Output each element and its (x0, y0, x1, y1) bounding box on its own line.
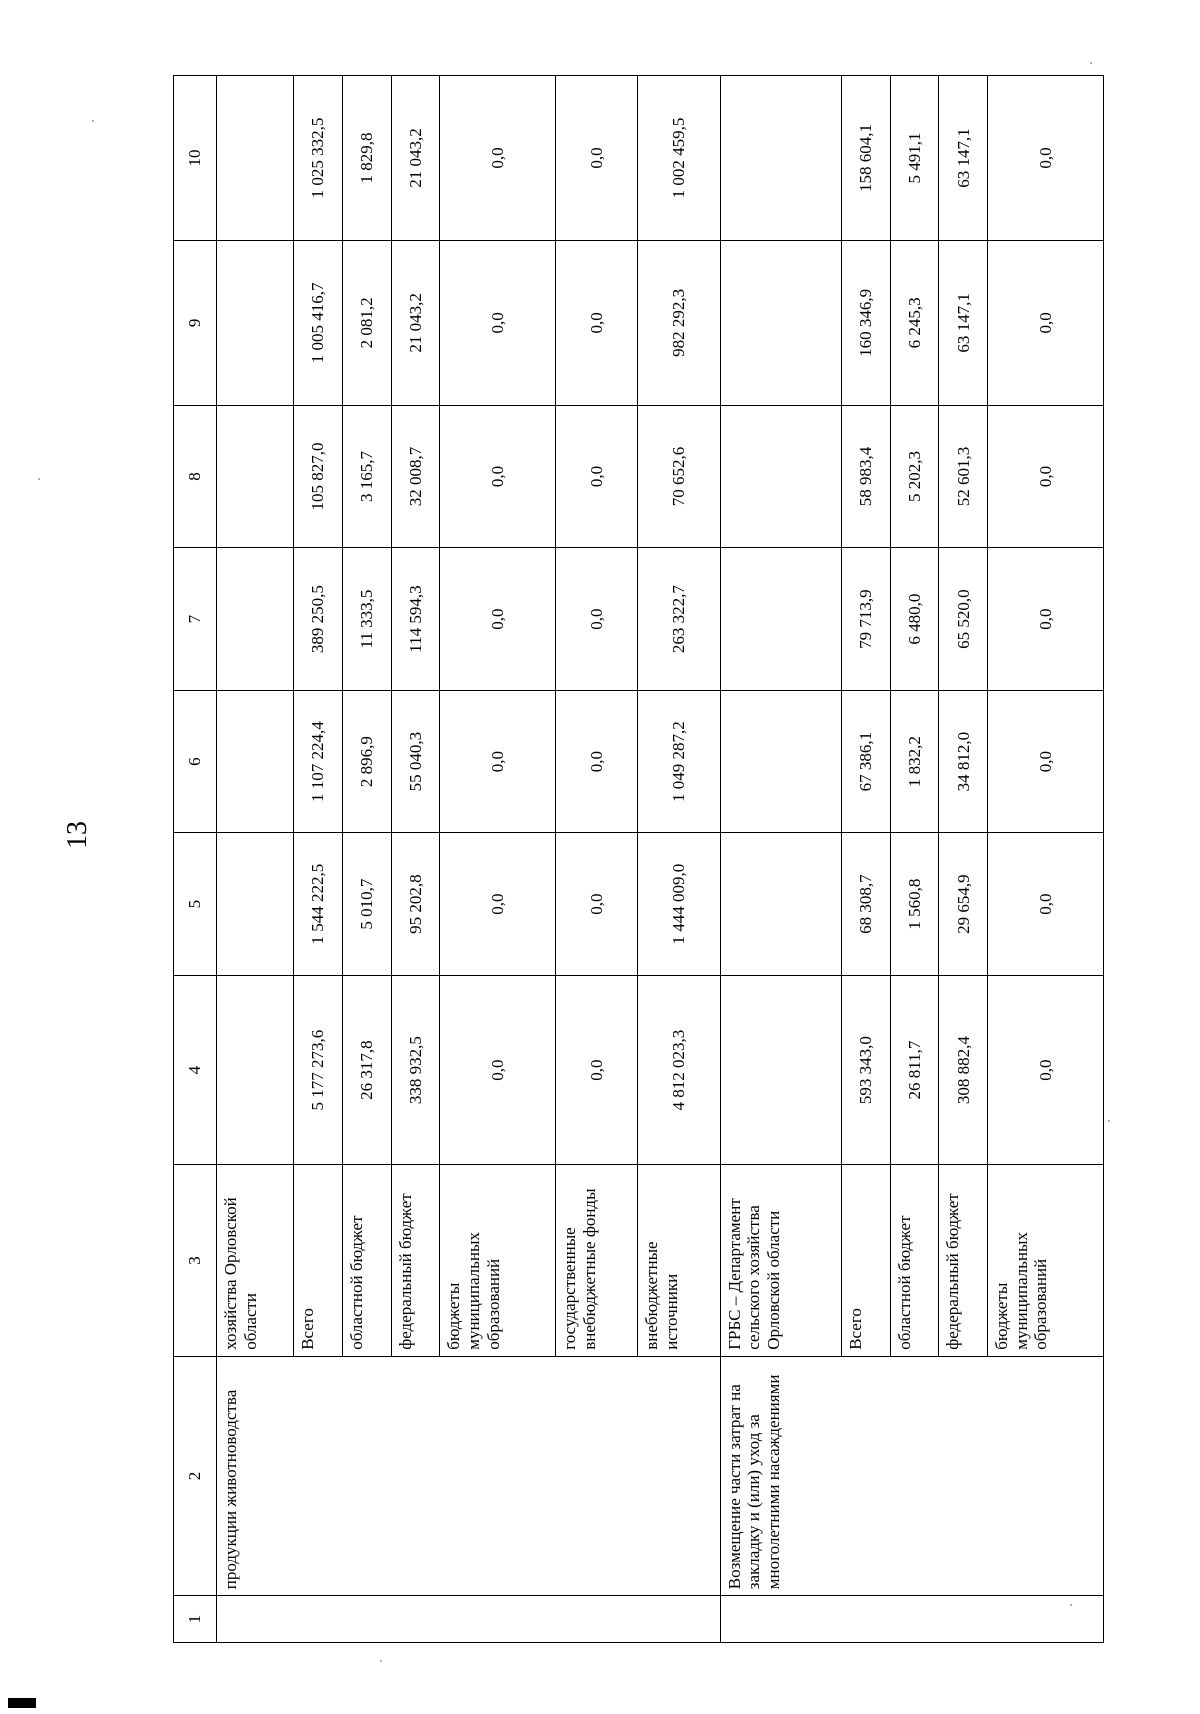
column-number-8: 8 (174, 405, 217, 548)
speck (1108, 1120, 1110, 1122)
funding-value: 0,0 (556, 405, 638, 548)
funding-value: 308 882,4 (939, 975, 988, 1164)
funding-value: 5 177 273,6 (294, 975, 343, 1164)
funding-value: 1 049 287,2 (638, 690, 720, 833)
rotated-table-wrapper (173, 75, 1104, 1643)
column-number-row (174, 76, 217, 1643)
column-number-2: 2 (174, 1356, 217, 1595)
table-body (217, 76, 1104, 1643)
column-number-7: 7 (174, 548, 217, 691)
funding-value: 2 896,9 (342, 690, 391, 833)
funding-source-label: внебюджетные источники (638, 1165, 720, 1357)
empty-value-cell (217, 548, 294, 691)
empty-value-cell (217, 405, 294, 548)
row-number-cell (217, 1596, 721, 1643)
funding-value: 6 245,3 (890, 240, 939, 405)
funding-value: 55 040,3 (391, 690, 440, 833)
funding-value: 114 594,3 (391, 548, 440, 691)
section-header-row (720, 76, 841, 1643)
funding-value: 70 652,6 (638, 405, 720, 548)
column-number-5: 5 (174, 833, 217, 976)
empty-value-cell (720, 833, 841, 976)
funding-value: 21 043,2 (391, 240, 440, 405)
funding-value: 0,0 (988, 833, 1104, 976)
funding-value: 2 081,2 (342, 240, 391, 405)
page-number: 13 (62, 821, 93, 849)
column-number-4: 4 (174, 975, 217, 1164)
empty-value-cell (720, 975, 841, 1164)
funding-value: 593 343,0 (841, 975, 890, 1164)
funding-value: 0,0 (556, 690, 638, 833)
funding-value: 1 444 009,0 (638, 833, 720, 976)
empty-value-cell (217, 76, 294, 241)
funding-value: 0,0 (988, 76, 1104, 241)
funding-value: 1 002 459,5 (638, 76, 720, 241)
funding-source-label: областной бюджет (342, 1165, 391, 1357)
funding-value: 389 250,5 (294, 548, 343, 691)
funding-value: 0,0 (440, 548, 556, 691)
speck (92, 120, 94, 122)
speck (1070, 1604, 1072, 1606)
speck (380, 1660, 382, 1662)
empty-value-cell (217, 690, 294, 833)
funding-value: 0,0 (440, 975, 556, 1164)
funding-value: 1 560,8 (890, 833, 939, 976)
funding-value: 0,0 (440, 833, 556, 976)
speck (38, 478, 40, 480)
funding-value: 0,0 (988, 548, 1104, 691)
funding-value: 4 812 023,3 (638, 975, 720, 1164)
funding-source-label: бюджеты муниципальных образований (440, 1165, 556, 1357)
funding-value: 0,0 (556, 76, 638, 241)
empty-value-cell (217, 833, 294, 976)
edge-mark (8, 1698, 36, 1708)
funding-value: 158 604,1 (841, 76, 890, 241)
funding-source-label: государственные внебюджетные фонды (556, 1165, 638, 1357)
funding-value: 1 107 224,4 (294, 690, 343, 833)
funding-value: 0,0 (988, 240, 1104, 405)
funding-value: 1 544 222,5 (294, 833, 343, 976)
funding-value: 1 832,2 (890, 690, 939, 833)
funding-value: 52 601,3 (939, 405, 988, 548)
column-number-6: 6 (174, 690, 217, 833)
funding-value: 0,0 (440, 240, 556, 405)
funding-source-label: областной бюджет (890, 1165, 939, 1357)
funding-value: 338 932,5 (391, 975, 440, 1164)
funding-value: 0,0 (440, 76, 556, 241)
row-number-cell (720, 1596, 1103, 1643)
funding-value: 263 322,7 (638, 548, 720, 691)
funding-source-label: федеральный бюджет (391, 1165, 440, 1357)
speck (1090, 62, 1092, 64)
column-number-3: 3 (174, 1165, 217, 1357)
funding-value: 63 147,1 (939, 76, 988, 241)
section-header-row (217, 76, 294, 1643)
funding-value: 67 386,1 (841, 690, 890, 833)
funding-value: 0,0 (440, 690, 556, 833)
funding-value: 34 812,0 (939, 690, 988, 833)
funding-value: 65 520,0 (939, 548, 988, 691)
funding-value: 160 346,9 (841, 240, 890, 405)
column-number-9: 9 (174, 240, 217, 405)
column-number-10: 10 (174, 76, 217, 241)
table-header (174, 76, 217, 1643)
funding-source-label: федеральный бюджет (939, 1165, 988, 1357)
funding-value: 26 811,7 (890, 975, 939, 1164)
funding-value: 32 008,7 (391, 405, 440, 548)
funding-value: 95 202,8 (391, 833, 440, 976)
funding-value: 0,0 (988, 975, 1104, 1164)
funding-value: 5 202,3 (890, 405, 939, 548)
funding-value: 6 480,0 (890, 548, 939, 691)
empty-value-cell (217, 975, 294, 1164)
funding-source-label: Всего (841, 1165, 890, 1357)
funding-value: 0,0 (988, 405, 1104, 548)
funding-value: 0,0 (988, 690, 1104, 833)
empty-value-cell (720, 548, 841, 691)
responsible-executor: ГРБС – Департамент сельского хозяйства Орловской области (720, 1165, 841, 1357)
funding-value: 5 491,1 (890, 76, 939, 241)
funding-value: 26 317,8 (342, 975, 391, 1164)
empty-value-cell (720, 76, 841, 241)
column-number-1: 1 (174, 1596, 217, 1643)
responsible-executor: хозяйства Орловской области (217, 1165, 294, 1357)
funding-value: 29 654,9 (939, 833, 988, 976)
funding-value: 3 165,7 (342, 405, 391, 548)
measure-name: продукции животноводства (217, 1356, 721, 1595)
funding-value: 0,0 (440, 405, 556, 548)
funding-value: 58 983,4 (841, 405, 890, 548)
funding-value: 11 333,5 (342, 548, 391, 691)
funding-value: 63 147,1 (939, 240, 988, 405)
funding-value: 1 829,8 (342, 76, 391, 241)
funding-value: 105 827,0 (294, 405, 343, 548)
funding-value: 982 292,3 (638, 240, 720, 405)
funding-source-label: бюджеты муниципальных образований (988, 1165, 1104, 1357)
empty-value-cell (720, 240, 841, 405)
budget-table (173, 75, 1104, 1643)
funding-value: 0,0 (556, 833, 638, 976)
funding-value: 0,0 (556, 548, 638, 691)
empty-value-cell (720, 690, 841, 833)
funding-value: 68 308,7 (841, 833, 890, 976)
funding-source-label: Всего (294, 1165, 343, 1357)
funding-value: 79 713,9 (841, 548, 890, 691)
empty-value-cell (720, 405, 841, 548)
funding-value: 21 043,2 (391, 76, 440, 241)
funding-value: 1 025 332,5 (294, 76, 343, 241)
funding-value: 0,0 (556, 240, 638, 405)
funding-value: 5 010,7 (342, 833, 391, 976)
funding-value: 0,0 (556, 975, 638, 1164)
empty-value-cell (217, 240, 294, 405)
measure-name: Возмещение части затрат на закладку и (или) уход за многолетними насаждениями (720, 1356, 1103, 1595)
funding-value: 1 005 416,7 (294, 240, 343, 405)
